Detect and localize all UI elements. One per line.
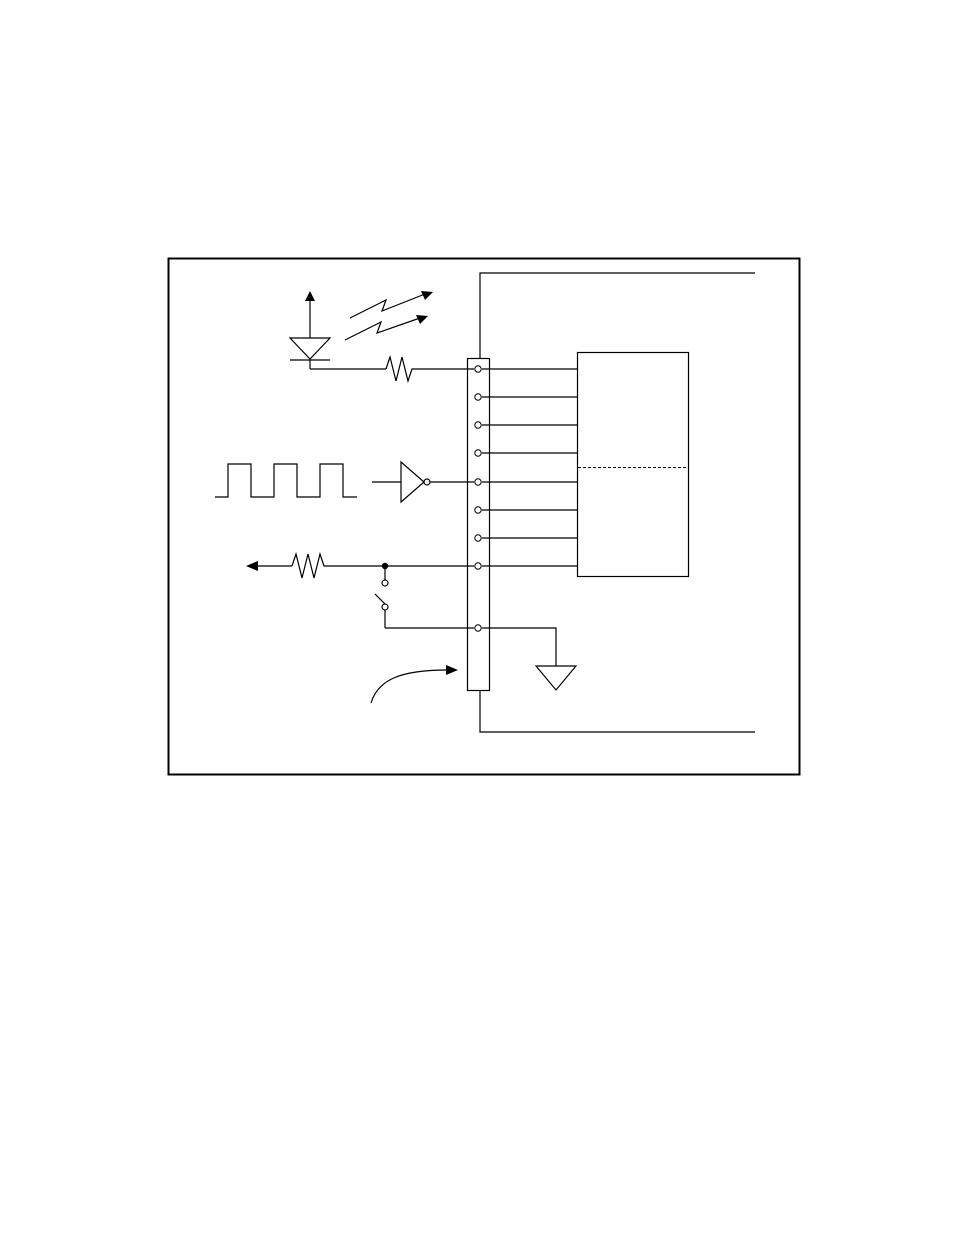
terminal	[475, 394, 481, 400]
arrow-icon	[246, 561, 292, 571]
terminal	[475, 422, 481, 428]
terminal	[475, 479, 481, 485]
terminal	[475, 563, 481, 569]
inverter-icon	[372, 462, 474, 502]
photodiode-icon	[290, 291, 386, 369]
connector-strip	[468, 359, 490, 691]
terminal	[475, 507, 481, 513]
ground-icon	[482, 628, 576, 690]
terminal	[475, 625, 481, 631]
light-rays-icon	[345, 291, 433, 340]
square-wave-icon	[215, 464, 357, 497]
terminal	[475, 450, 481, 456]
switch-icon	[375, 566, 474, 628]
terminal	[475, 535, 481, 541]
resistor-icon	[386, 357, 474, 381]
port-lines	[482, 369, 578, 566]
terminal	[475, 366, 481, 372]
pointer-arrow-icon	[371, 665, 458, 703]
port-register-block	[578, 353, 689, 577]
